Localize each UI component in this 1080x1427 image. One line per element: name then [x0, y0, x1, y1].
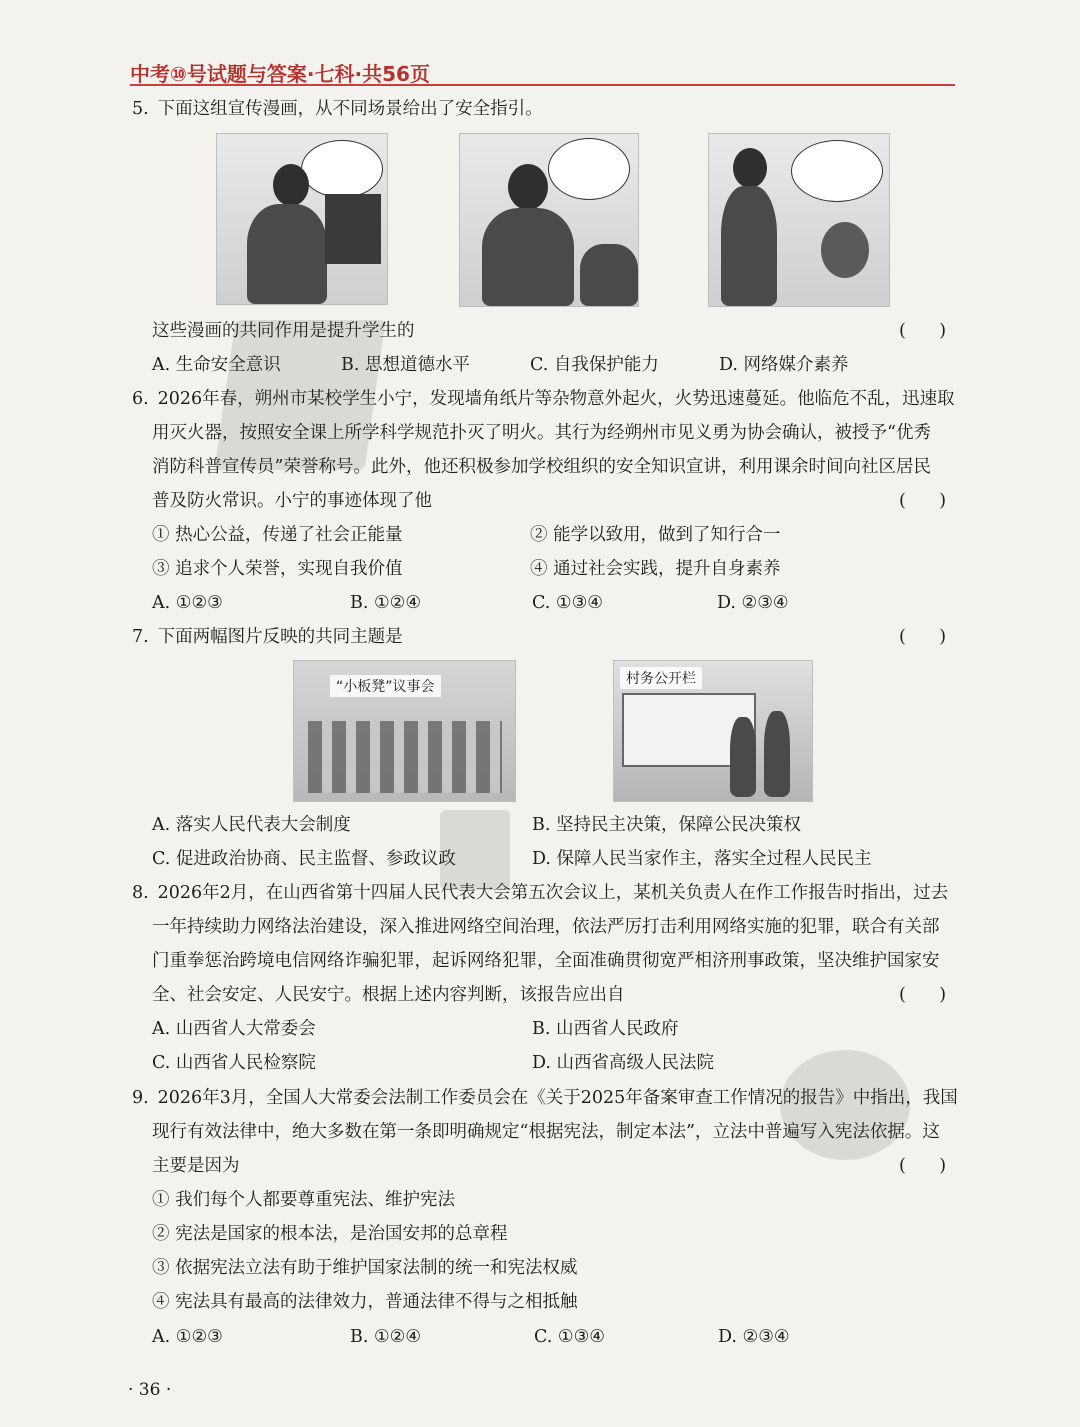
q9-stmt-3: ③ 依据宪法立法有助于维护国家法制的统一和宪法权威 [152, 1258, 578, 1278]
q5-option-d: D. 网络媒介素养 [719, 355, 849, 375]
q9-answer-paren: ( ) [899, 1156, 947, 1176]
watermark-shape-1 [214, 320, 385, 470]
q5-comic-1-bubble [301, 140, 383, 198]
q7-stem [132, 620, 403, 654]
q8-line-3: 门重拳惩治跨境电信网络诈骗犯罪，起诉网络犯罪，全面准确贯彻宽严相济刑事政策，坚决维护国家安 [152, 951, 940, 971]
q5-option-c: C. 自我保护能力 [530, 355, 659, 375]
q9-option-d: D. ②③④ [718, 1327, 790, 1347]
q5-comic-1 [216, 133, 388, 305]
q5-answer-paren: ( ) [899, 321, 947, 341]
q6-stmt-4: ④ 通过社会实践，提升自身素养 [530, 559, 781, 579]
q7-option-a: A. 落实人民代表大会制度 [152, 815, 351, 835]
q5-ask: 这些漫画的共同作用是提升学生的 [152, 321, 415, 341]
q5-stem [132, 92, 543, 126]
q9-stmt-1: ① 我们每个人都要尊重宪法、维护宪法 [152, 1190, 456, 1210]
q5-comic-1-figure [247, 204, 327, 304]
q6-line-2: 用灭火器，按照安全课上所学科学规范扑灭了明火。其行为经朔州市见义勇为协会确认，被授予“优秀 [152, 423, 931, 443]
q8-number: 8. [132, 883, 149, 903]
q6-answer-paren: ( ) [899, 491, 947, 511]
q7-option-d: D. 保障人民当家作主，落实全过程人民民主 [532, 849, 872, 869]
q5-comic-3-head [733, 148, 767, 188]
q8-line-1 [132, 876, 948, 910]
q9-option-c: C. ①③④ [534, 1327, 605, 1347]
q8-answer-paren: ( ) [899, 985, 947, 1005]
q9-line-3: 主要是因为 [152, 1156, 240, 1176]
q7-option-c: C. 促进政治协商、民主监督、参政议政 [152, 849, 456, 869]
q8-option-a: A. 山西省人大常委会 [152, 1019, 316, 1039]
q7-answer-paren: ( ) [899, 627, 947, 647]
page-header: 中考⑩号试题与答案·七科·共56页 [130, 62, 430, 86]
q5-comic-1-monitor [325, 194, 381, 264]
q5-comic-3-bubble [791, 140, 883, 202]
q9-line-2: 现行有效法律中，绝大多数在第一条即明确规定“根据宪法，制定本法”，立法中普遍写入宪法依据。这 [152, 1122, 940, 1142]
q5-number: 5. [132, 99, 149, 119]
watermark-shape-2 [440, 810, 510, 890]
q5-comic-2-figure [482, 208, 574, 306]
q8-line-4: 全、社会安定、人民安宁。根据上述内容判断，该报告应出自 [152, 985, 625, 1005]
q6-line-1-text: 2026年春，朔州市某校学生小宁，发现墙角纸片等杂物意外起火，火势迅速蔓延。他临危不乱，迅速取 [157, 389, 955, 409]
q5-stem-text: 下面这组宣传漫画，从不同场景给出了安全指引。 [157, 99, 543, 119]
watermark-shape-3 [780, 1050, 910, 1160]
q5-option-b: B. 思想道德水平 [341, 355, 470, 375]
q6-option-a: A. ①②③ [152, 593, 223, 613]
q6-option-c: C. ①③④ [532, 593, 603, 613]
q8-line-2: 一年持续助力网络法治建设，深入推进网络空间治理，依法严厉打击利用网络实施的犯罪，联合有关部 [152, 917, 940, 937]
q5-comic-3 [708, 133, 890, 307]
header-rule [130, 84, 955, 86]
q7-option-b: B. 坚持民主决策，保障公民决策权 [532, 815, 801, 835]
q6-stmt-3: ③ 追求个人荣誉，实现自我价值 [152, 559, 403, 579]
page-number: · 36 · [128, 1380, 172, 1400]
q7-number: 7. [132, 627, 149, 647]
q7-photo-1-label: “小板凳”议事会 [330, 675, 441, 697]
q8-option-d: D. 山西省高级人民法院 [532, 1053, 715, 1073]
q5-option-a: A. 生命安全意识 [152, 355, 281, 375]
q5-comic-1-head [273, 164, 309, 206]
q7-stem-text: 下面两幅图片反映的共同主题是 [157, 627, 403, 647]
q9-line-1-text: 2026年3月，全国人大常委会法制工作委员会在《关于2025年备案审查工作情况的报告》中指出，我国 [157, 1088, 958, 1108]
q9-stmt-4: ④ 宪法具有最高的法律效力，普通法律不得与之相抵触 [152, 1292, 578, 1312]
q5-comic-3-stranger [821, 222, 869, 278]
q6-line-4: 普及防火常识。小宁的事迹体现了他 [152, 491, 432, 511]
q9-number: 9. [132, 1088, 149, 1108]
q9-stmt-2: ② 宪法是国家的根本法，是治国安邦的总章程 [152, 1224, 508, 1244]
q5-comic-3-figure [721, 186, 777, 306]
q6-stmt-2: ② 能学以致用，做到了知行合一 [530, 525, 781, 545]
q9-option-a: A. ①②③ [152, 1327, 223, 1347]
q5-comic-2-bystander [580, 244, 638, 306]
q9-option-b: B. ①②④ [350, 1327, 422, 1347]
q7-photo-2 [613, 660, 813, 802]
q5-comic-2-head [508, 164, 548, 210]
q7-photo-1 [293, 660, 516, 802]
q8-line-1-text: 2026年2月，在山西省第十四届人民代表大会第五次会议上，某机关负责人在作工作报告时指出，过去 [157, 883, 949, 903]
q7-photo-2-person-2 [764, 711, 790, 797]
q8-option-b: B. 山西省人民政府 [532, 1019, 679, 1039]
q7-photo-2-label: 村务公开栏 [620, 667, 702, 689]
q5-comic-2 [459, 133, 639, 307]
q6-option-b: B. ①②④ [350, 593, 422, 613]
q6-number: 6. [132, 389, 149, 409]
q8-option-c: C. 山西省人民检察院 [152, 1053, 316, 1073]
q7-photo-1-people [308, 721, 502, 793]
q7-photo-2-person-1 [730, 717, 756, 797]
q6-stmt-1: ① 热心公益，传递了社会正能量 [152, 525, 403, 545]
q6-option-d: D. ②③④ [717, 593, 789, 613]
q5-comic-2-bubble [548, 138, 630, 200]
q6-line-3: 消防科普宣传员”荣誉称号。此外，他还积极参加学校组织的安全知识宣讲，利用课余时间向社区居民 [152, 457, 931, 477]
